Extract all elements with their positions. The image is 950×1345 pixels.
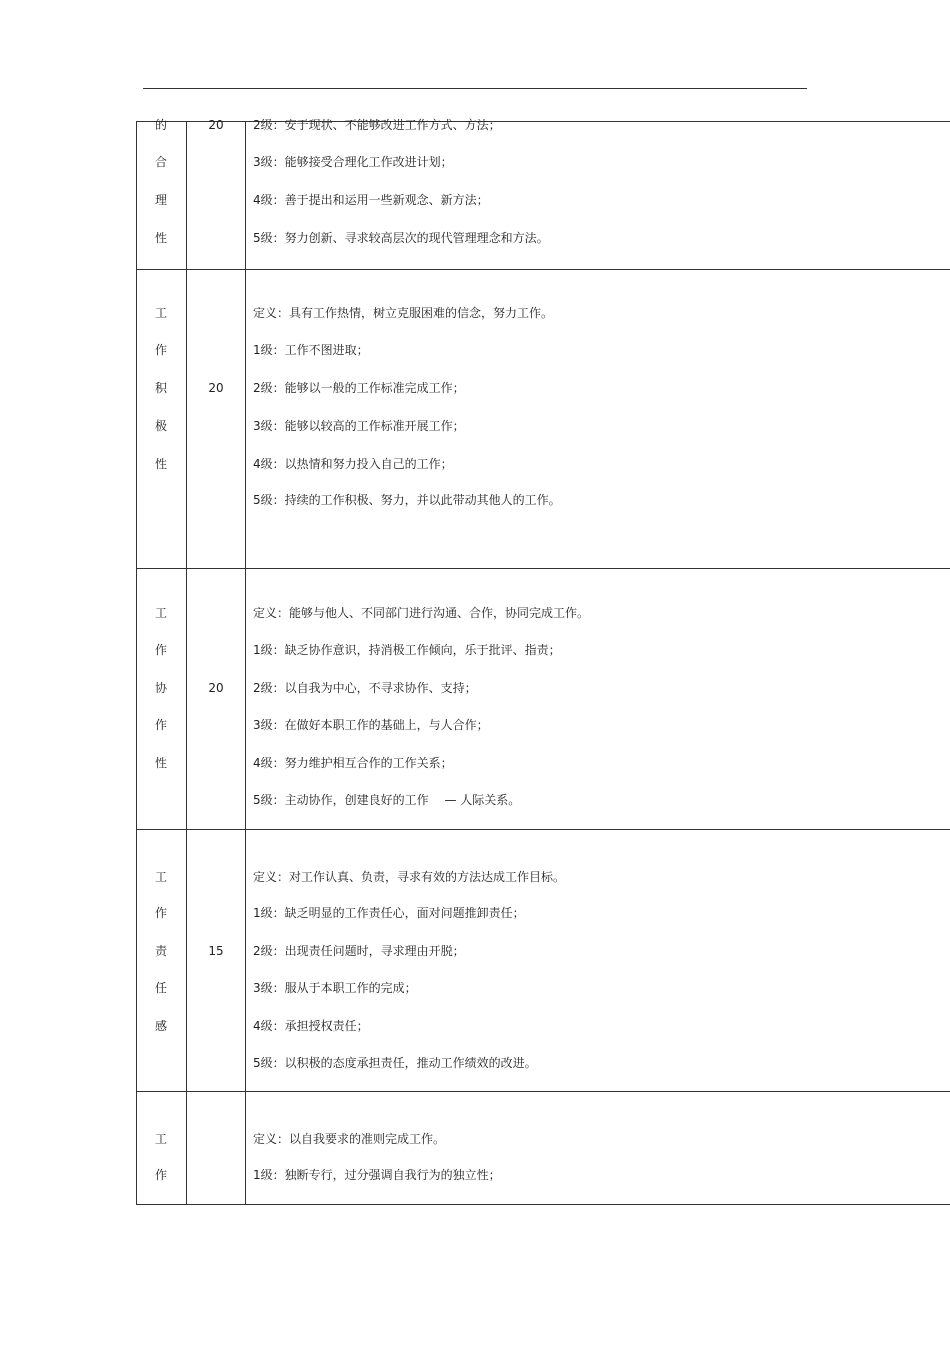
row-weight: 20 [208,118,224,132]
row-weight: 20 [208,681,224,695]
row-description-line: 1级：缺乏协作意识，持消极工作倾向，乐于批评、指责； [253,643,561,657]
table-border-left [136,121,137,1205]
row-name-char: 作 [154,1168,167,1182]
row-description-line: 3级：能够以较高的工作标准开展工作； [253,419,465,433]
row-description-line: 定义：能够与他人、不同部门进行沟通、合作，协同完成工作。 [253,606,590,620]
row-name-char: 作 [154,343,167,357]
column-divider-2 [245,121,246,1205]
row-description-line: 3级：服从于本职工作的完成； [253,981,417,995]
column-divider-1 [186,121,187,1205]
row-description-line: 4级：以热情和努力投入自己的工作； [253,457,453,471]
row-name-char: 感 [154,1019,167,1033]
row-name-char: 的 [154,118,167,132]
row-divider-4 [136,1091,950,1092]
row-name-char: 性 [154,231,167,245]
row-name-char: 性 [154,756,167,770]
row-name-char: 合 [154,155,167,169]
row-description-line: 定义：具有工作热情，树立克服困难的信念，努力工作。 [253,306,554,320]
row-description-line: 1级：工作不图进取； [253,343,369,357]
row-description-line: 3级：能够接受合理化工作改进计划； [253,155,453,169]
row-name-char: 工 [154,870,167,884]
row-weight: 20 [208,381,224,395]
row-name-char: 协 [154,681,167,695]
row-description-line: 定义：对工作认真、负责，寻求有效的方法达成工作目标。 [253,870,566,884]
row-name-char: 极 [154,419,167,433]
row-description-line: 5级：持续的工作积极、努力，并以此带动其他人的工作。 [253,493,561,507]
evaluation-table [136,118,950,1205]
row-name-char: 性 [154,457,167,471]
row-name-char: 任 [154,981,167,995]
header-rule [143,88,807,89]
row-description-line: 5级：努力创新、寻求较高层次的现代管理理念和方法。 [253,231,549,245]
row-name-char: 作 [154,906,167,920]
row-description-line: 1级：独断专行，过分强调自我行为的独立性； [253,1168,501,1182]
row-divider-1 [136,269,950,270]
row-name-char: 工 [154,606,167,620]
row-name-char: 工 [154,1132,167,1146]
row-description-line: 2级：以自我为中心，不寻求协作、支持； [253,681,477,695]
row-description-line: 4级：善于提出和运用一些新观念、新方法； [253,193,489,207]
row-name-char: 作 [154,643,167,657]
row-description-line: 2级：出现责任问题时，寻求理由开脱； [253,944,465,958]
row-description-line: 3级：在做好本职工作的基础上，与人合作； [253,718,489,732]
table-border-bottom [136,1204,950,1205]
row-divider-3 [136,829,950,830]
row-description-line: 4级：承担授权责任； [253,1019,369,1033]
row-divider-2 [136,568,950,569]
row-name-char: 积 [154,381,167,395]
row-description-line: 5级：以积极的态度承担责任，推动工作绩效的改进。 [253,1056,537,1070]
row-name-char: 责 [154,944,167,958]
row-description-line: 4级：努力维护相互合作的工作关系； [253,756,453,770]
row-description-line: 2级：能够以一般的工作标准完成工作； [253,381,465,395]
row-description-line: 5级：主动协作，创建良好的工作 — 人际关系。 [253,793,521,807]
row-description-line: 定义：以自我要求的准则完成工作。 [253,1132,446,1146]
row-description-line: 1级：缺乏明显的工作责任心，面对问题推卸责任； [253,906,525,920]
row-name-char: 工 [154,306,167,320]
row-weight: 15 [208,944,224,958]
row-name-char: 理 [154,193,167,207]
row-name-char: 作 [154,718,167,732]
row-description-line: 2级：安于现状、不能够改进工作方式、方法； [253,118,501,132]
